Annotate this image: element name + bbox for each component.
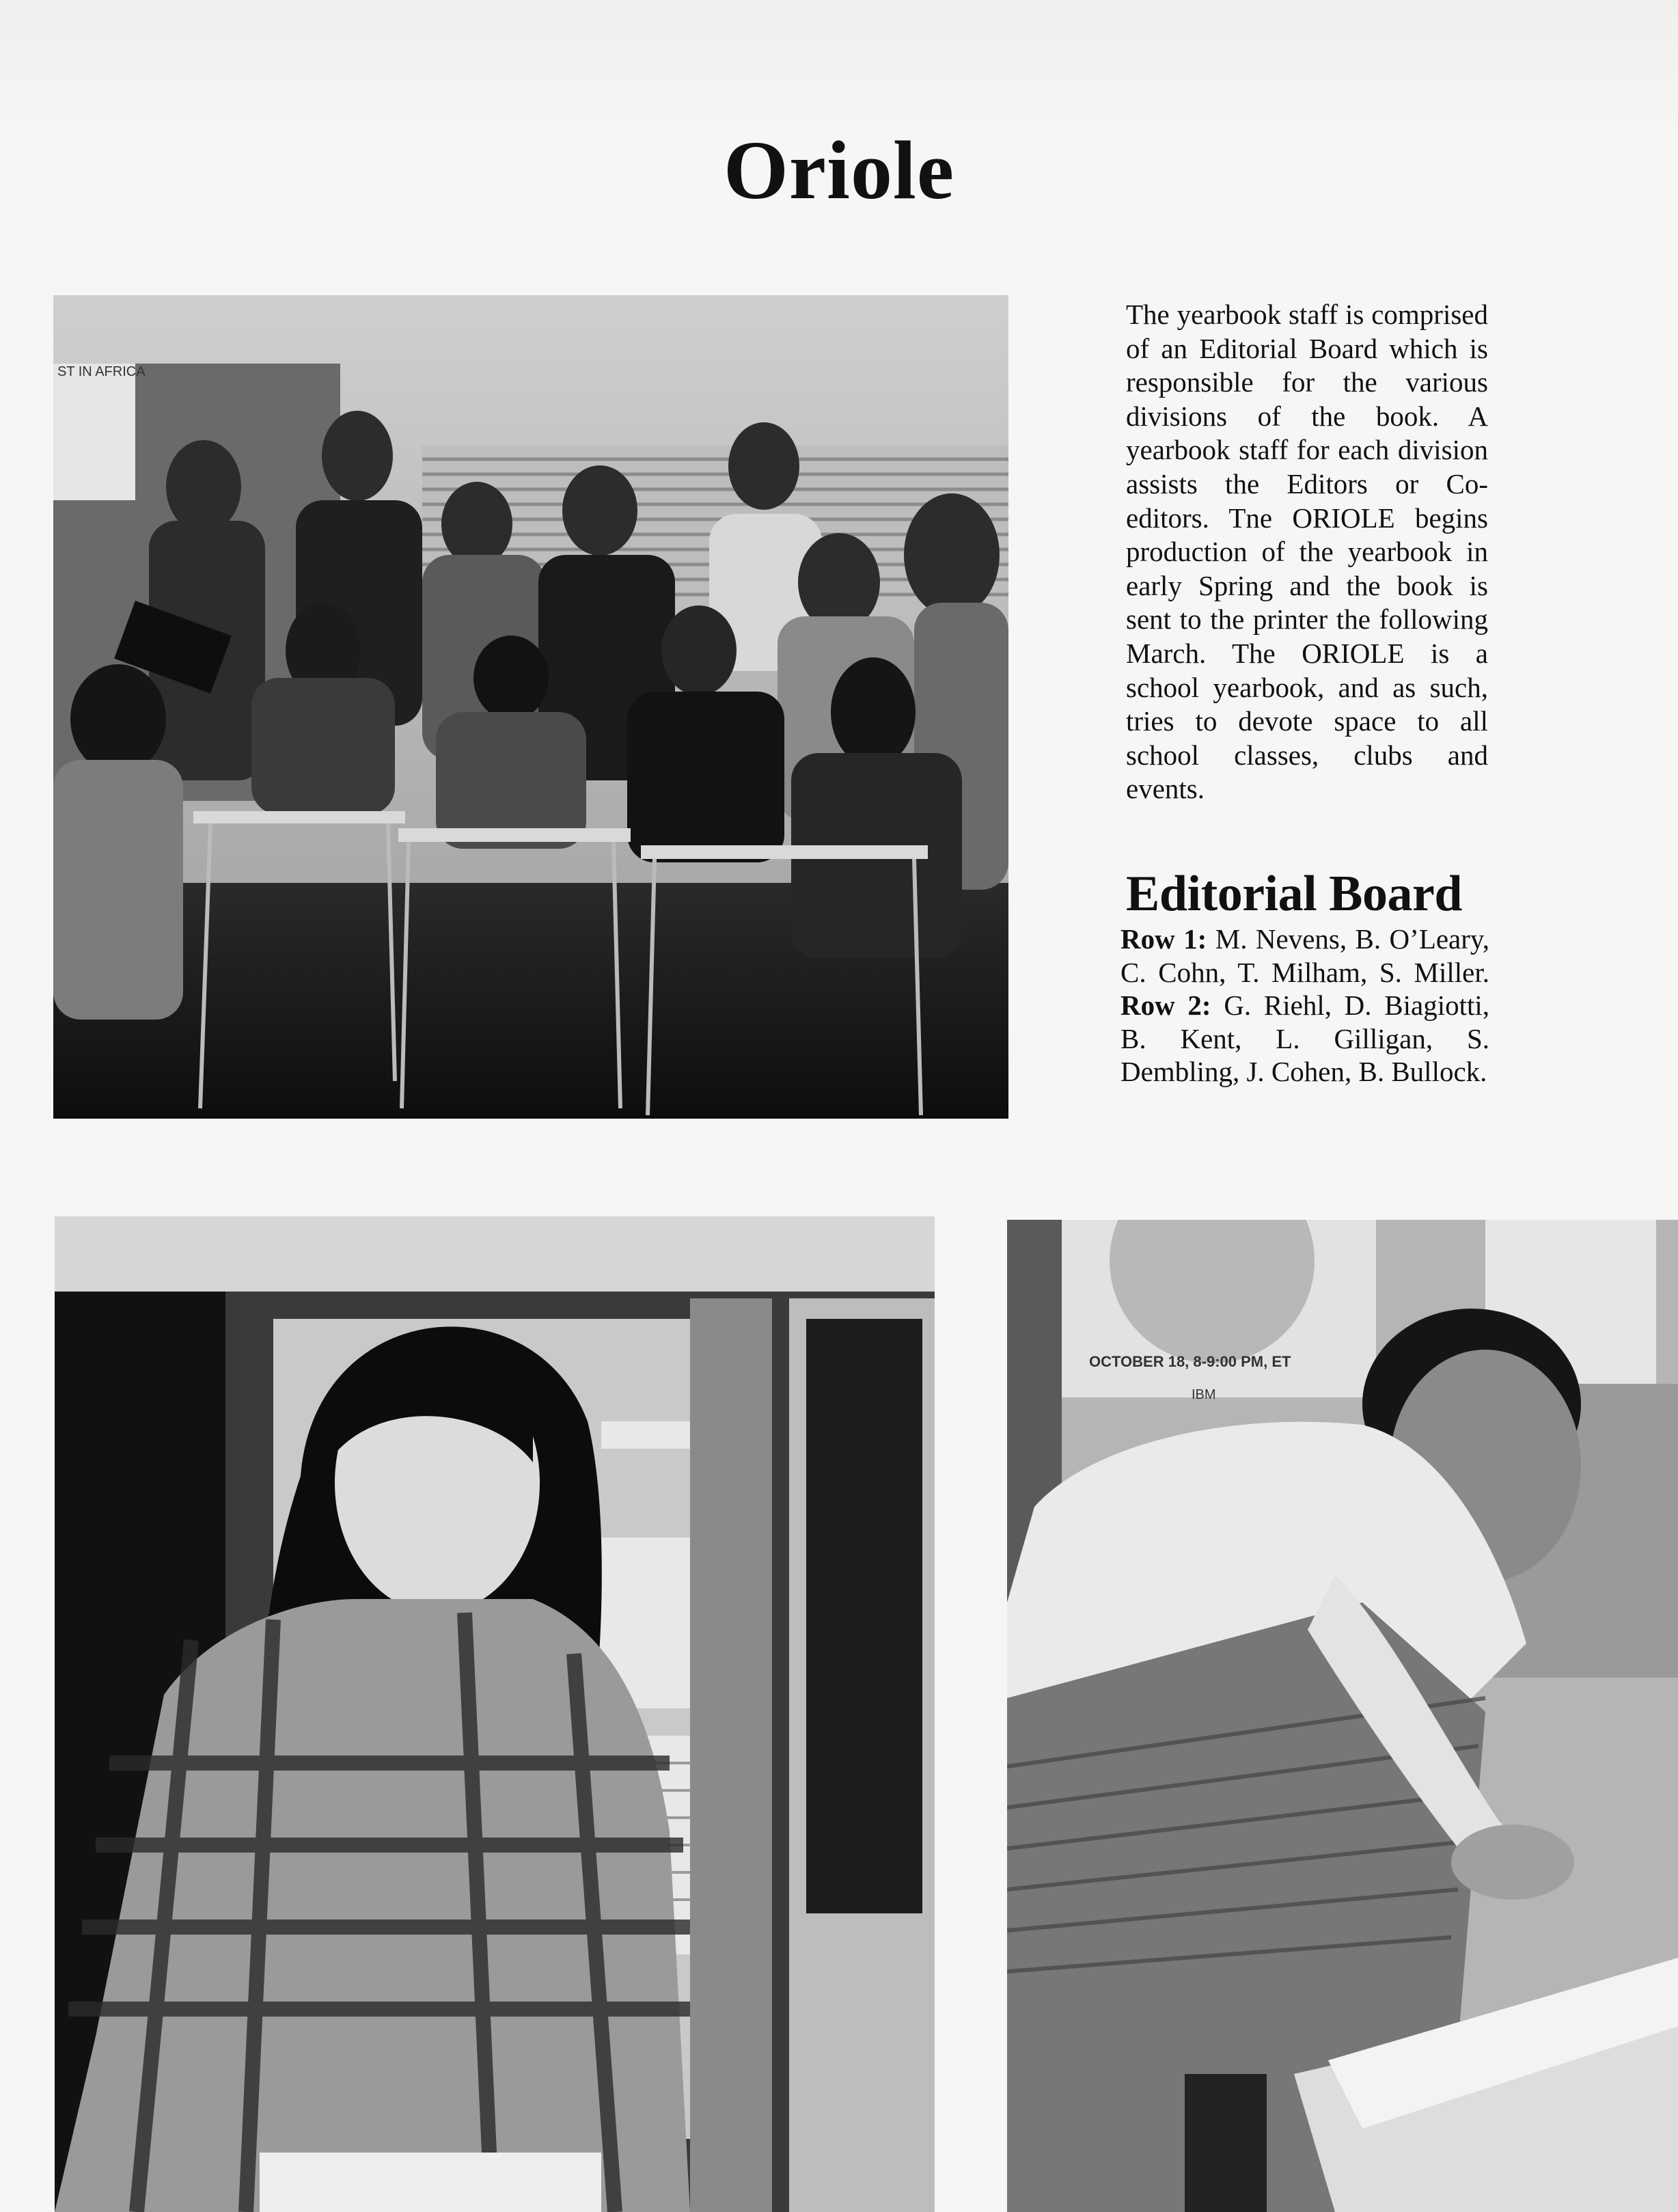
editorial-board-caption [1120, 923, 1489, 1089]
page-top-shade [0, 0, 1678, 144]
page-title: Oriole [724, 124, 954, 217]
row-1-label: Row 1: [1120, 923, 1207, 955]
row-1-names: M. Nevens, B. O’Leary, C. Cohn, T. Milham, S. Miller. [1120, 923, 1489, 988]
editorial-board-group-photo [53, 295, 1008, 1119]
poster-ibm-text: IBM [1192, 1387, 1216, 1402]
poster-date-text: OCTOBER 18, 8-9:00 PM, ET [1089, 1353, 1291, 1370]
editorial-board-heading: Editorial Board [1126, 866, 1463, 922]
yearbook-staff-description: The yearbook staff is comprised of an Editorial Board which is responsible for the various divisions of the book. A yearbook staff for each division assists the Editors or Co-editors. Tne ORIOLE begins production of the yearbook in early Spring and the book is sent to the printer the following March. The ORIOLE is a school yearbook, and as such, tries to devote space to all school classes, clubs and events. [1126, 299, 1488, 805]
poster-text: ST IN AFRICA [57, 364, 146, 379]
student-reading-photo [55, 1216, 935, 2212]
row-2-names: G. Riehl, D. Biagiotti, B. Kent, L. Gilligan, S. Dembling, J. Cohen, B. Bullock. [1120, 989, 1490, 1087]
row-2-label: Row 2: [1120, 989, 1211, 1021]
advisor-writing-photo [1007, 1220, 1678, 2212]
